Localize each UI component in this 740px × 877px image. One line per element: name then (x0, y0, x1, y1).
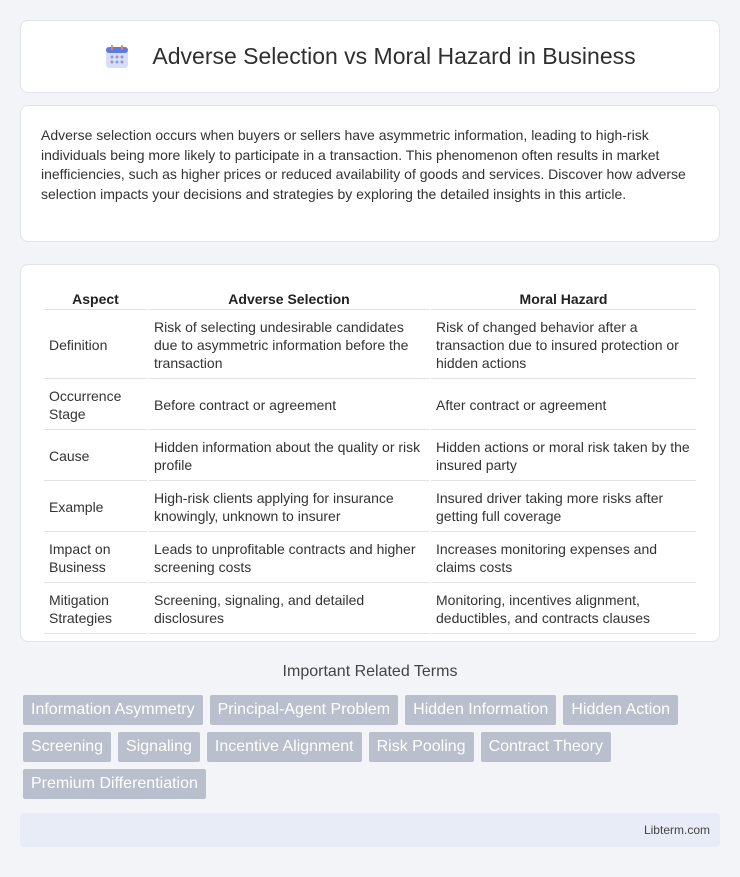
footer (20, 813, 720, 847)
header-card (20, 20, 720, 93)
row-adverse: Before contract or agreement (149, 381, 429, 430)
row-moral: Insured driver taking more risks after getting full coverage (431, 483, 696, 532)
row-adverse: High-risk clients applying for insurance knowingly, unknown to insurer (149, 483, 429, 532)
comparison-table (42, 285, 698, 636)
row-adverse: Screening, signaling, and detailed disclosures (149, 585, 429, 634)
footer-site-link[interactable]: Libterm.com (643, 823, 710, 837)
row-moral: Hidden actions or moral risk taken by the insured party (431, 432, 696, 481)
table-row (44, 483, 696, 532)
related-terms-title: Important Related Terms (282, 663, 458, 680)
row-aspect: Mitigation Strategies (44, 585, 147, 634)
tag-information-asymmetry[interactable]: Information Asymmetry (23, 695, 203, 725)
tag-hidden-information[interactable]: Hidden Information (405, 695, 556, 725)
row-adverse: Risk of selecting undesirable candidates due to asymmetric information before the transaction (149, 312, 429, 379)
row-moral: After contract or agreement (431, 381, 696, 430)
tag-contract-theory[interactable]: Contract Theory (481, 732, 611, 762)
row-adverse: Hidden information about the quality or risk profile (149, 432, 429, 481)
tag-hidden-action[interactable]: Hidden Action (563, 695, 678, 725)
row-aspect: Definition (44, 312, 147, 379)
row-aspect: Impact on Business (44, 534, 147, 583)
calendar-grid-icon (104, 44, 130, 70)
tag-screening[interactable]: Screening (23, 732, 111, 762)
tag-risk-pooling[interactable]: Risk Pooling (369, 732, 474, 762)
row-moral: Risk of changed behavior after a transaction due to insured protection or hidden actions (431, 312, 696, 379)
header-aspect: Aspect (44, 287, 147, 310)
intro-text: Adverse selection occurs when buyers or sellers have asymmetric information, leading to high-risk individuals being more likely to participate in a transaction. This phenomenon often results in market inefficiencies, such as higher prices or reduced availability of goods and services. Discover how adverse selection impacts your decisions and strategies by exploring the detailed insights in this article. (41, 127, 686, 202)
comparison-table-card (20, 264, 720, 642)
table-row (44, 312, 696, 379)
row-moral: Monitoring, incentives alignment, deductibles, and contracts clauses (431, 585, 696, 634)
related-terms-tags (23, 695, 723, 799)
table-row (44, 585, 696, 634)
table-row (44, 432, 696, 481)
page-title: Adverse Selection vs Moral Hazard in Business (152, 43, 636, 69)
intro-card (20, 105, 720, 242)
row-adverse: Leads to unprofitable contracts and higher screening costs (149, 534, 429, 583)
table-row (44, 381, 696, 430)
table-row (44, 534, 696, 583)
header-moral-hazard: Moral Hazard (431, 287, 696, 310)
tag-premium-differentiation[interactable]: Premium Differentiation (23, 769, 206, 799)
row-aspect: Cause (44, 432, 147, 481)
table-header-row (44, 287, 696, 310)
tag-incentive-alignment[interactable]: Incentive Alignment (207, 732, 362, 762)
tag-principal-agent-problem[interactable]: Principal-Agent Problem (210, 695, 399, 725)
tag-signaling[interactable]: Signaling (118, 732, 200, 762)
row-aspect: Example (44, 483, 147, 532)
row-moral: Increases monitoring expenses and claims costs (431, 534, 696, 583)
header-adverse-selection: Adverse Selection (149, 287, 429, 310)
row-aspect: Occurrence Stage (44, 381, 147, 430)
